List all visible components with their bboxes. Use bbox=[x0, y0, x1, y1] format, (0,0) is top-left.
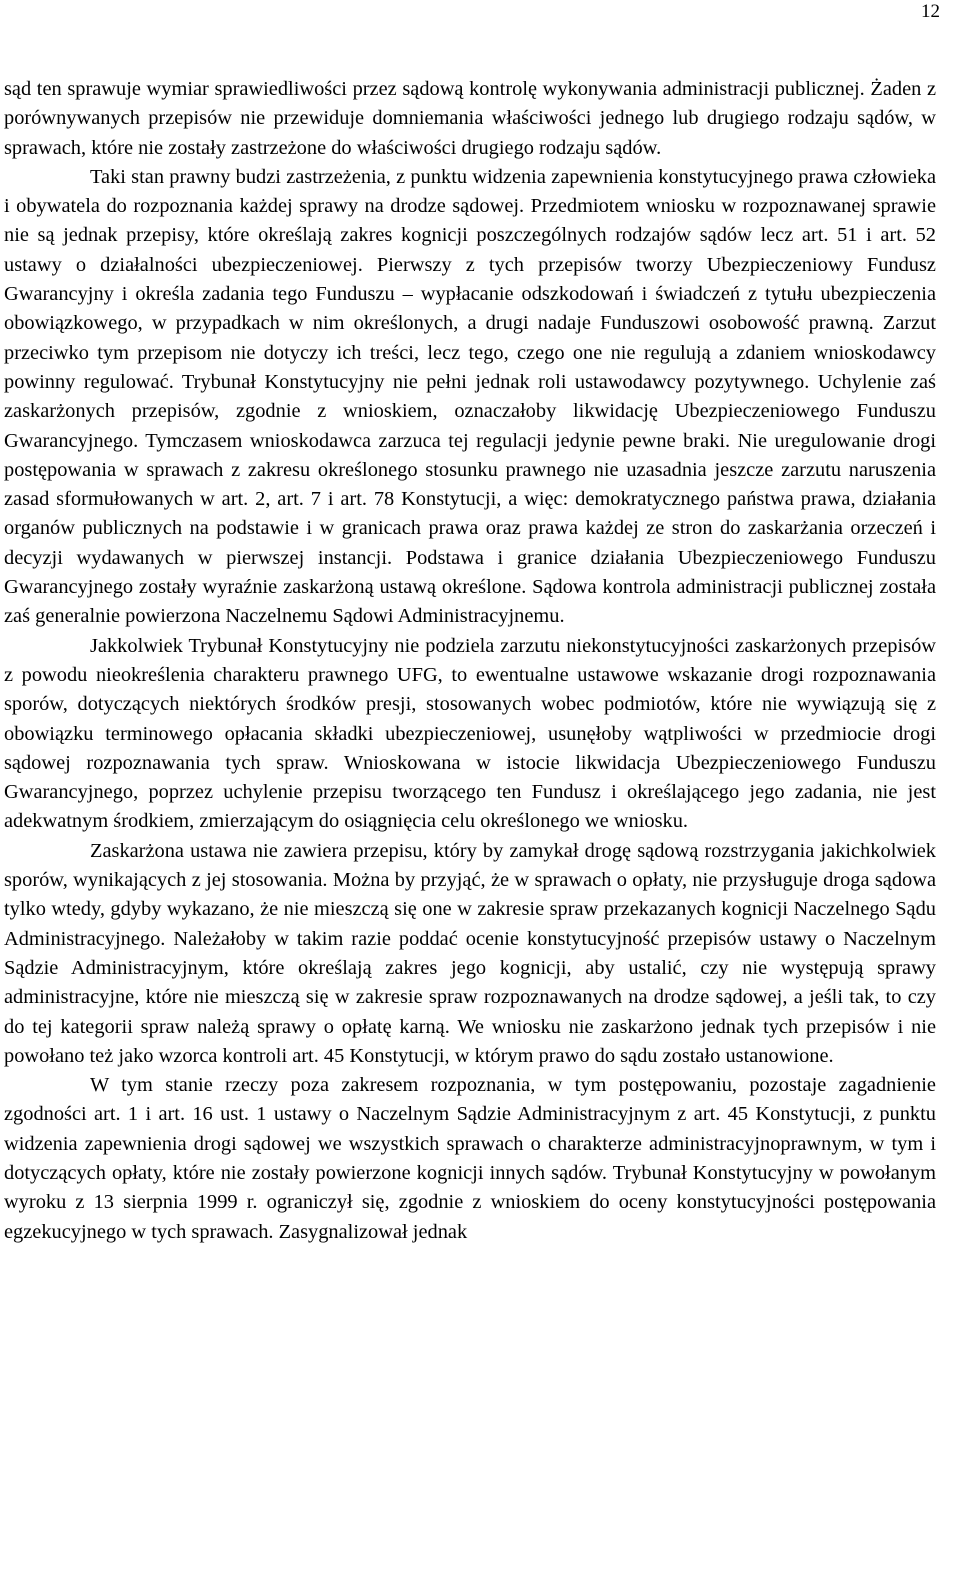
paragraph: sąd ten sprawuje wymiar sprawiedliwości przez sądową kontrolę wykonywania administracji publicznej. Żaden z porównywanych przepisów nie przewiduje domniemania właściwości jednego lub drugiego rodzaju sądów, w sprawach, które nie zostały zastrzeżone do właściwości drugiego rodzaju sądów. bbox=[4, 78, 936, 159]
document-body bbox=[4, 75, 936, 1247]
page-number: 12 bbox=[921, 1, 940, 22]
paragraph: Zaskarżona ustawa nie zawiera przepisu, który by zamykał drogę sądową rozstrzygania jakichkolwiek sporów, wynikających z jej stosowania. Można by przyjąć, że w sprawach o opłaty, nie przysługuje droga sądowa tylko wtedy, gdyby wykazano, że nie mieszczą się one w zakresie spraw przekazanych kognicji Naczelnego Sądu Administracyjnego. Należałoby w takim razie poddać ocenie konstytucyjność przepisów ustawy o Naczelnym Sądzie Administracyjnym, które określają zakres jego kognicji, aby ustalić, czy nie występują sprawy administracyjne, które nie mieszczą się w zakresie spraw rozpoznawanych na drodze sądowej, a jeśli tak, to czy do tej kategorii spraw należą sprawy o opłatę karną. We wniosku nie zaskarżono jednak tych przepisów i nie powołano też jako wzorca kontroli art. 45 Konstytucji, w którym prawo do sądu zostało ustanowione. bbox=[4, 839, 936, 1067]
paragraph: Jakkolwiek Trybunał Konstytucyjny nie podziela zarzutu niekonstytucyjności zaskarżonych przepisów z powodu nieokreślenia charakteru prawnego UFG, to ewentualne ustawowe wskazanie drogi rozpoznawania sporów, dotyczących niektórych środków presji, stosowanych wobec podmiotów, które nie wywiązują się z obowiązku terminowego opłacania składki ubezpieczeniowej, usunęłoby wątpliwości w przedmiocie drogi sądowej rozpoznawania tych spraw. Wnioskowana w istocie likwidacja Ubezpieczeniowego Funduszu Gwarancyjnego, poprzez uchylenie przepisu tworzącego ten Fundusz i określającego jego zadania, nie jest adekwatnym środkiem, zmierzającym do osiągnięcia celu określonego we wniosku. bbox=[4, 634, 936, 833]
paragraph: W tym stanie rzeczy poza zakresem rozpoznania, w tym postępowaniu, pozostaje zagadnienie zgodności art. 1 i art. 16 ust. 1 ustawy o Naczelnym Sądzie Administracyjnym z art. 45 Konstytucji, z punktu widzenia zapewnienia drogi sądowej we wszystkich sprawach o charakterze administracyjnoprawnym, w tym i dotyczących opłaty, które nie zostały powierzone kognicji innych sądów. Trybunał Konstytucyjny w powołanym wyroku z 13 sierpnia 1999 r. ograniczył się, zgodnie z wnioskiem do oceny konstytucyjności postępowania egzekucyjnego w tych sprawach. Zasygnalizował jednak bbox=[4, 1074, 936, 1243]
paragraph: Taki stan prawny budzi zastrzeżenia, z punktu widzenia zapewnienia konstytucyjnego prawa człowieka i obywatela do rozpoznania każdej sprawy na drodze sądowej. Przedmiotem wniosku w rozpoznawanej sprawie nie są jednak przepisy, które określają zakres kognicji poszczególnych rodzajów sądów lecz art. 51 i art. 52 ustawy o działalności ubezpieczeniowej. Pierwszy z tych przepisów tworzy Ubezpieczeniowy Fundusz Gwarancyjny i określa zadania tego Funduszu – wypłacanie odszkodowań i świadczeń z tytułu ubezpieczenia obowiązkowego, w przypadkach w nim określonych, a drugi nadaje Funduszowi osobowość prawną. Zarzut przeciwko tym przepisom nie dotyczy ich treści, lecz tego, czego one nie regulują a zdaniem wnioskodawcy powinny regulować. Trybunał Konstytucyjny nie pełni jednak roli ustawodawcy pozytywnego. Uchylenie zaś zaskarżonych przepisów, zgodnie z wnioskiem, oznaczałoby likwidację Ubezpieczeniowego Funduszu Gwarancyjnego. Tymczasem wnioskodawca zarzuca tej regulacji jedynie pewne braki. Nie uregulowanie drogi postępowania w sprawach z zakresu określonego stosunku prawnego nie uzasadnia jeszcze zarzutu naruszenia zasad sformułowanych w art. 2, art. 7 i art. 78 Konstytucji, a więc: demokratycznego państwa prawa, działania organów publicznych na podstawie i w granicach prawa oraz prawa każdej ze stron do zaskarżania orzeczeń i decyzji wydawanych w pierwszej instancji. Podstawa i granice działania Ubezpieczeniowego Funduszu Gwarancyjnego zostały wyraźnie zaskarżoną ustawą określone. Sądowa kontrola administracji publicznej została zaś generalnie powierzona Naczelnemu Sądowi Administracyjnemu. bbox=[4, 165, 936, 628]
